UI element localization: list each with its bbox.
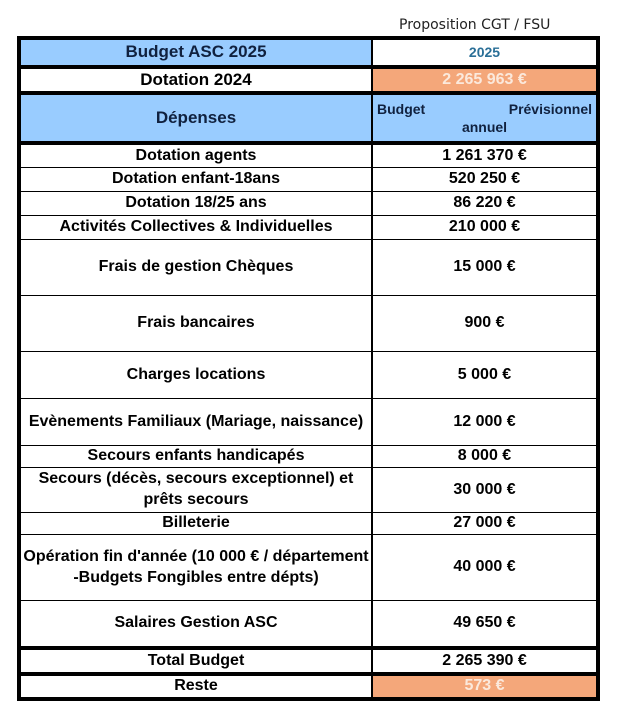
expense-value: 5 000 € [373,352,596,398]
expense-label: Frais de gestion Chèques [21,240,371,295]
expense-value: 210 000 € [373,216,596,239]
expense-row [21,468,596,512]
expense-label: Activités Collectives & Individuelles [21,216,371,239]
expense-label: Dotation agents [21,145,371,167]
expense-row [21,168,596,191]
header-row [21,95,596,141]
expense-label: Salaires Gestion ASC [21,601,371,646]
expense-rows [21,145,596,646]
dotation-value: 2 265 963 € [373,69,596,91]
budget-title: Budget ASC 2025 [21,40,371,65]
expense-value: 520 250 € [373,168,596,191]
reste-value: 573 € [373,676,596,697]
expense-label: Dotation 18/25 ans [21,192,371,215]
expense-value: 12 000 € [373,399,596,445]
expense-row [21,240,596,295]
expense-value: 1 261 370 € [373,145,596,167]
budget-table [17,36,600,701]
expense-value: 86 220 € [373,192,596,215]
expense-value: 8 000 € [373,446,596,467]
total-row [21,650,596,672]
reste-label: Reste [21,676,371,697]
dotation-label: Dotation 2024 [21,69,371,91]
expense-value: 40 000 € [373,535,596,600]
budget-header-word1: Budget [377,100,426,117]
expense-label: Opération fin d'année (10 000 € / département -Budgets Fongibles entre dépts) [21,535,371,600]
expense-row [21,601,596,646]
budget-header-word3: annuel [461,119,508,135]
total-value: 2 265 390 € [373,650,596,672]
expense-value: 49 650 € [373,601,596,646]
expense-row [21,216,596,239]
expense-value: 27 000 € [373,513,596,534]
expense-row [21,446,596,467]
budget-header [373,95,596,141]
expense-row [21,513,596,534]
budget-header-word2: Prévisionnel [508,100,592,117]
expense-row [21,296,596,351]
expense-value: 900 € [373,296,596,351]
expense-row [21,145,596,167]
expense-label: Secours (décès, secours exceptionnel) et prêts secours [21,468,371,512]
dotation-row [21,69,596,91]
expense-row [21,535,596,600]
expense-label: Dotation enfant-18ans [21,168,371,191]
reste-row [21,676,596,697]
expense-value: 15 000 € [373,240,596,295]
expense-label: Charges locations [21,352,371,398]
expense-row [21,399,596,445]
expense-label: Secours enfants handicapés [21,446,371,467]
expense-row [21,192,596,215]
depenses-header: Dépenses [21,95,371,141]
expense-value: 30 000 € [373,468,596,512]
year-cell: 2025 [373,40,596,65]
expense-label: Billeterie [21,513,371,534]
expense-label: Frais bancaires [21,296,371,351]
expense-label: Evènements Familiaux (Mariage, naissance) [21,399,371,445]
total-label: Total Budget [21,650,371,672]
proposal-caption: Proposition CGT / FSU [399,17,551,33]
expense-row [21,352,596,398]
title-row [21,40,596,65]
